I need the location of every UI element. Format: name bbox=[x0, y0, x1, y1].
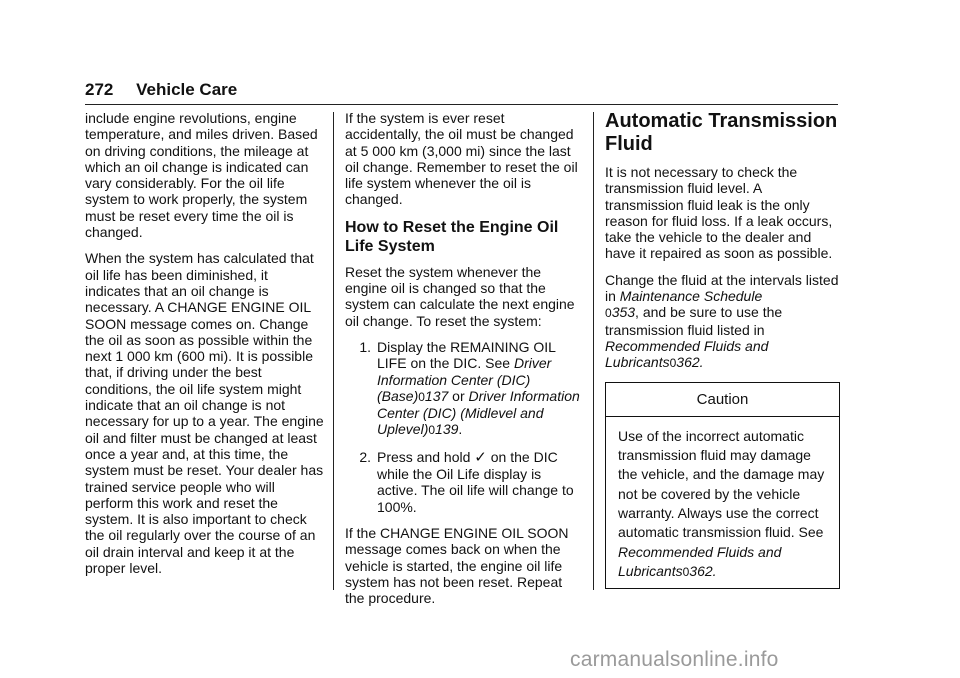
col3-paragraph-1: It is not necessary to check the transmission fluid level. A transmission fluid leak is the only reason for fluid loss. If a leak occurs, take the vehicle to the dealer and have it repaired as soon as possible. bbox=[605, 164, 833, 262]
step-text bbox=[377, 339, 580, 439]
col2-paragraph-2: Reset the system whenever the engine oil is changed so that the system can calculate the next engine oil change. To reset the system: bbox=[345, 263, 575, 329]
page-number: 272 bbox=[85, 80, 114, 99]
section-title: Vehicle Care bbox=[136, 80, 238, 99]
header-rule bbox=[85, 104, 838, 105]
page-ref-arrow-icon: 0 bbox=[605, 306, 612, 321]
caution-fluids-link[interactable]: Recommended Fluids and Lubricants bbox=[618, 543, 782, 579]
dic-midlevel-link[interactable]: Driver Information Center (DIC) (Midlevel and Uplevel) bbox=[377, 387, 580, 438]
page-ref-arrow-icon: 0 bbox=[428, 423, 436, 438]
page-ref-arrow-icon: 0 bbox=[418, 389, 425, 404]
list-item bbox=[345, 339, 580, 439]
reset-steps-list bbox=[345, 339, 580, 515]
dic-base-link[interactable]: Driver Information Center (DIC) (Base) bbox=[377, 355, 552, 404]
step-number: 2. bbox=[359, 448, 371, 465]
page-ref-362[interactable]: 362 bbox=[676, 354, 700, 371]
page-ref-139[interactable]: 139 bbox=[435, 421, 459, 438]
step-1-end: . bbox=[458, 421, 463, 438]
col1-paragraph-1: include engine revolutions, engine temperature, and miles driven. Based on driving conditions, the mileage at which an oil change is indicated can vary considerably. For the oil life system to work properly, the system must be reset every time the oil is changed. bbox=[85, 110, 318, 241]
col3-p2-a: Change the fluid at the intervals listed in bbox=[605, 271, 839, 305]
column-divider-1 bbox=[333, 112, 334, 590]
watermark: carmanualsonline.info bbox=[570, 648, 779, 671]
col2-paragraph-1: If the system is ever reset accidentally, the oil must be changed at 5 000 km (3,000 mi) since the last oil change. Remember to reset the oil life system whenever the oil is changed. bbox=[345, 110, 578, 208]
column-2 bbox=[345, 110, 580, 616]
step-1-or: or bbox=[448, 387, 469, 404]
recommended-fluids-link[interactable]: Recommended Fluids and Lubricants bbox=[605, 337, 769, 371]
caution-body bbox=[606, 417, 839, 588]
col3-p2-b: , and be sure to use the transmission fluid listed in bbox=[605, 304, 783, 338]
page-ref-137[interactable]: 137 bbox=[424, 387, 449, 404]
column-divider-2 bbox=[593, 112, 594, 590]
step-1-text: Display the REMAINING OIL LIFE on the DIC. See bbox=[377, 338, 556, 372]
page-ref-arrow-icon: 0 bbox=[682, 564, 690, 579]
col1-paragraph-2: When the system has calculated that oil life has been diminished, it indicates that an oil change is necessary. A CHANGE ENGINE OIL SOON message comes on. Change the oil as soon as possible within the next 1 000 km (600 mi). It is possible that, if driving under the best conditions, the oil life system might indicate that an oil change is not necessary for up to a year. The engine oil and filter must be changed at least once a year and, at this time, the system must be reset. Your dealer has trained service people who will perform this work and reset the system. It is also important to check the oil regularly over the course of an oil drain interval and keep it at the proper level. bbox=[85, 250, 324, 577]
page-ref-arrow-icon: 0 bbox=[669, 356, 677, 371]
step-2-text-a: Press and hold bbox=[377, 448, 475, 465]
col3-paragraph-2 bbox=[605, 272, 840, 372]
reset-oil-life-heading: How to Reset the Engine Oil Life System bbox=[345, 218, 559, 255]
page-header bbox=[85, 80, 237, 100]
step-number: 1. bbox=[359, 338, 371, 355]
column-3 bbox=[605, 110, 840, 589]
checkmark-icon: ✓ bbox=[474, 448, 487, 466]
col2-paragraph-3: If the CHANGE ENGINE OIL SOON message comes back on when the vehicle is started, the engine oil life system has not been reset. Repeat the procedure. bbox=[345, 524, 569, 607]
step-text bbox=[377, 449, 580, 515]
caution-end: . bbox=[712, 562, 717, 579]
col3-p2-end: . bbox=[699, 354, 704, 371]
caution-box bbox=[605, 382, 840, 590]
caution-text: Use of the incorrect automatic transmission fluid may damage the vehicle, and the damage may not be covered by the vehicle warranty. Always use the correct automatic transmission fluid. See bbox=[618, 427, 825, 541]
transmission-fluid-heading: Automatic Transmission Fluid bbox=[605, 110, 838, 155]
list-item bbox=[345, 449, 580, 515]
step-2-text-b: on the DIC while the Oil Life display is active. The oil life will change to 100%. bbox=[377, 448, 574, 515]
column-1 bbox=[85, 110, 325, 586]
caution-page-ref-362[interactable]: 362 bbox=[689, 562, 713, 579]
maintenance-schedule-link[interactable]: Maintenance Schedule bbox=[619, 288, 763, 305]
caution-title: Caution bbox=[606, 383, 839, 417]
page-ref-353[interactable]: 353 bbox=[611, 304, 636, 321]
